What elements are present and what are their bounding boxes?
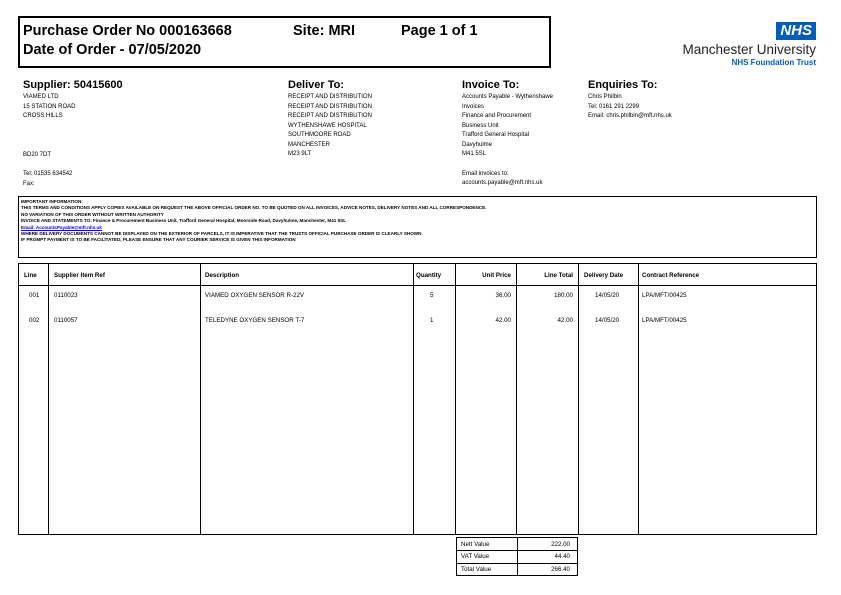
supplier-block	[23, 79, 123, 189]
deliver-line: RECEIPT AND DISTRIBUTION	[288, 94, 372, 100]
accounts-payable-email-link[interactable]: Email: AccountsPayable@mft.nhs.uk	[21, 224, 102, 230]
row1-delivery-date: 14/05/20	[595, 292, 620, 299]
supplier-line: CROSS HILLS	[23, 113, 63, 119]
col-header-unit-price: Unit Price	[482, 272, 511, 279]
invoice-line: Accounts Payable - Wythenshawe	[462, 94, 553, 100]
invoice-email: accounts.payable@mft.nhs.uk	[462, 180, 543, 186]
deliver-line: WYTHENSHAWE HOSPITAL	[288, 122, 367, 129]
row2-contract-ref: LPA/MFT/00425	[642, 317, 687, 324]
col-header-quantity: Quantity	[416, 272, 442, 279]
enquiries-tel: Tel: 0161 291 2299	[588, 103, 640, 110]
supplier-fax: Fax:	[23, 180, 35, 187]
invoice-to-title: Invoice To:	[462, 79, 520, 91]
deliver-line: SOUTHMOORE ROAD	[288, 132, 351, 138]
totals-box	[456, 537, 578, 576]
supplier-tel: Tel: 01535 634542	[23, 171, 73, 177]
col-header-supplier-ref: Supplier Item Ref	[54, 272, 105, 279]
col-header-contract-ref: Contract Reference	[642, 272, 700, 279]
row2-unit-price: 42.00	[495, 317, 511, 324]
col-header-line: Line	[24, 272, 37, 279]
deliver-line: M23 9LT	[288, 151, 312, 157]
invoice-line: M41 5SL	[462, 151, 487, 157]
row2-delivery-date: 14/05/20	[595, 317, 620, 324]
invoice-line: Finance and Procurement	[462, 113, 532, 119]
row2-supplier-ref: 0110057	[54, 317, 78, 324]
invoice-line: Davyhulme	[462, 141, 493, 148]
col-header-description: Description	[205, 272, 240, 279]
invoice-line: Invoices	[462, 103, 485, 110]
info-line: IF PROMPT PAYMENT IS TO BE FACILITATED, PLEASE ENSURE THAT ANY COURIER SERVICE IS GIVEN THIS INFORMATION	[21, 237, 296, 243]
col-header-delivery-date: Delivery Date	[584, 272, 624, 279]
trust-name: Manchester University	[682, 42, 816, 57]
trust-subtitle: NHS Foundation Trust	[731, 58, 816, 67]
nhs-trust-logo	[640, 22, 820, 70]
row2-description: TELEDYNE OXYGEN SENSOR T-7	[205, 317, 305, 324]
page-indicator: Page 1 of 1	[401, 23, 478, 39]
total-value-label: Total Value	[461, 566, 492, 573]
net-value: 222.00	[551, 541, 570, 548]
row1-supplier-ref: 0110023	[54, 292, 78, 299]
row1-description: VIAMED OXYGEN SENSOR R-22V	[205, 292, 305, 299]
info-line: NO VARIATION OF THIS ORDER WITHOUT WRITTEN AUTHORITY	[21, 211, 164, 217]
net-value-label: Nett Value	[461, 541, 490, 548]
invoice-to-block	[462, 79, 553, 189]
supplier-line: VIAMED LTD	[23, 94, 59, 100]
enquiries-email: Email: chris.philbin@mft.nhs.uk	[588, 113, 672, 119]
deliver-line: RECEIPT AND DISTRIBUTION	[288, 103, 372, 110]
vat-value: 44.40	[554, 553, 570, 560]
vat-value-label: VAT Value	[461, 553, 490, 560]
col-header-line-total: Line Total	[544, 272, 573, 279]
info-line: THIS TERMS AND CONDITIONS APPLY COPIES AVAILABLE ON REQUEST THE ABOVE OFFICIAL ORDER NO. TO BE QUOTED ON ALL INVOICES, ADVICE NOTES, DELIVERY NOTES AND ALL CORRESPONDENCE.	[21, 205, 487, 211]
line-items-table	[18, 263, 817, 535]
invoice-email-label: Email invoices to:	[462, 170, 509, 177]
supplier-title: Supplier: 50415600	[23, 79, 123, 91]
row2-quantity: 1	[430, 317, 434, 324]
deliver-to-title: Deliver To:	[288, 79, 345, 91]
site-label: Site: MRI	[293, 23, 356, 39]
order-header-box	[18, 16, 551, 68]
row2-line-total: 42.00	[557, 317, 573, 324]
row1-contract-ref: LPA/MFT/00425	[642, 292, 687, 299]
po-number: Purchase Order No 000163668	[23, 23, 232, 39]
enquiries-name: Chris Philbin	[588, 94, 622, 100]
enquiries-block	[588, 79, 672, 122]
info-heading: IMPORTANT INFORMATION:	[21, 199, 83, 204]
enquiries-title: Enquiries To:	[588, 79, 658, 91]
row1-unit-price: 36.00	[495, 292, 511, 299]
deliver-line: MANCHESTER	[288, 141, 331, 148]
supplier-line: 15 STATION ROAD	[23, 103, 76, 110]
info-line: INVOICE AND STATEMENTS TO: Finance & Procurement Business Unit, Trafford General Hospital, Moorside Road, Davyhulme, Manchester, M41 5SL	[21, 218, 347, 224]
deliver-line: RECEIPT AND DISTRIBUTION	[288, 113, 372, 119]
row1-quantity: 5	[430, 292, 434, 299]
row1-line-total: 180.00	[554, 292, 573, 299]
info-line: WHERE DELIVERY DOCUMENTS CANNOT BE DISPLAYED ON THE EXTERIOR OF PARCELS, IT IS IMPERATIVE THAT THE TRUSTS OFFICIAL PURCHASE ORDER IS CLEARLY SHOWN	[21, 231, 422, 237]
invoice-line: Business Unit	[462, 122, 499, 129]
row1-line: 001	[29, 292, 40, 299]
important-information-box	[18, 196, 817, 258]
invoice-line: Trafford General Hospital	[462, 132, 530, 138]
order-date: Date of Order - 07/05/2020	[23, 42, 202, 58]
supplier-postcode: BD20 7DT	[23, 151, 52, 158]
total-value: 266.40	[551, 566, 570, 573]
row2-line: 002	[29, 317, 40, 324]
nhs-logo-badge: NHS	[776, 22, 816, 40]
deliver-to-block	[288, 79, 372, 160]
